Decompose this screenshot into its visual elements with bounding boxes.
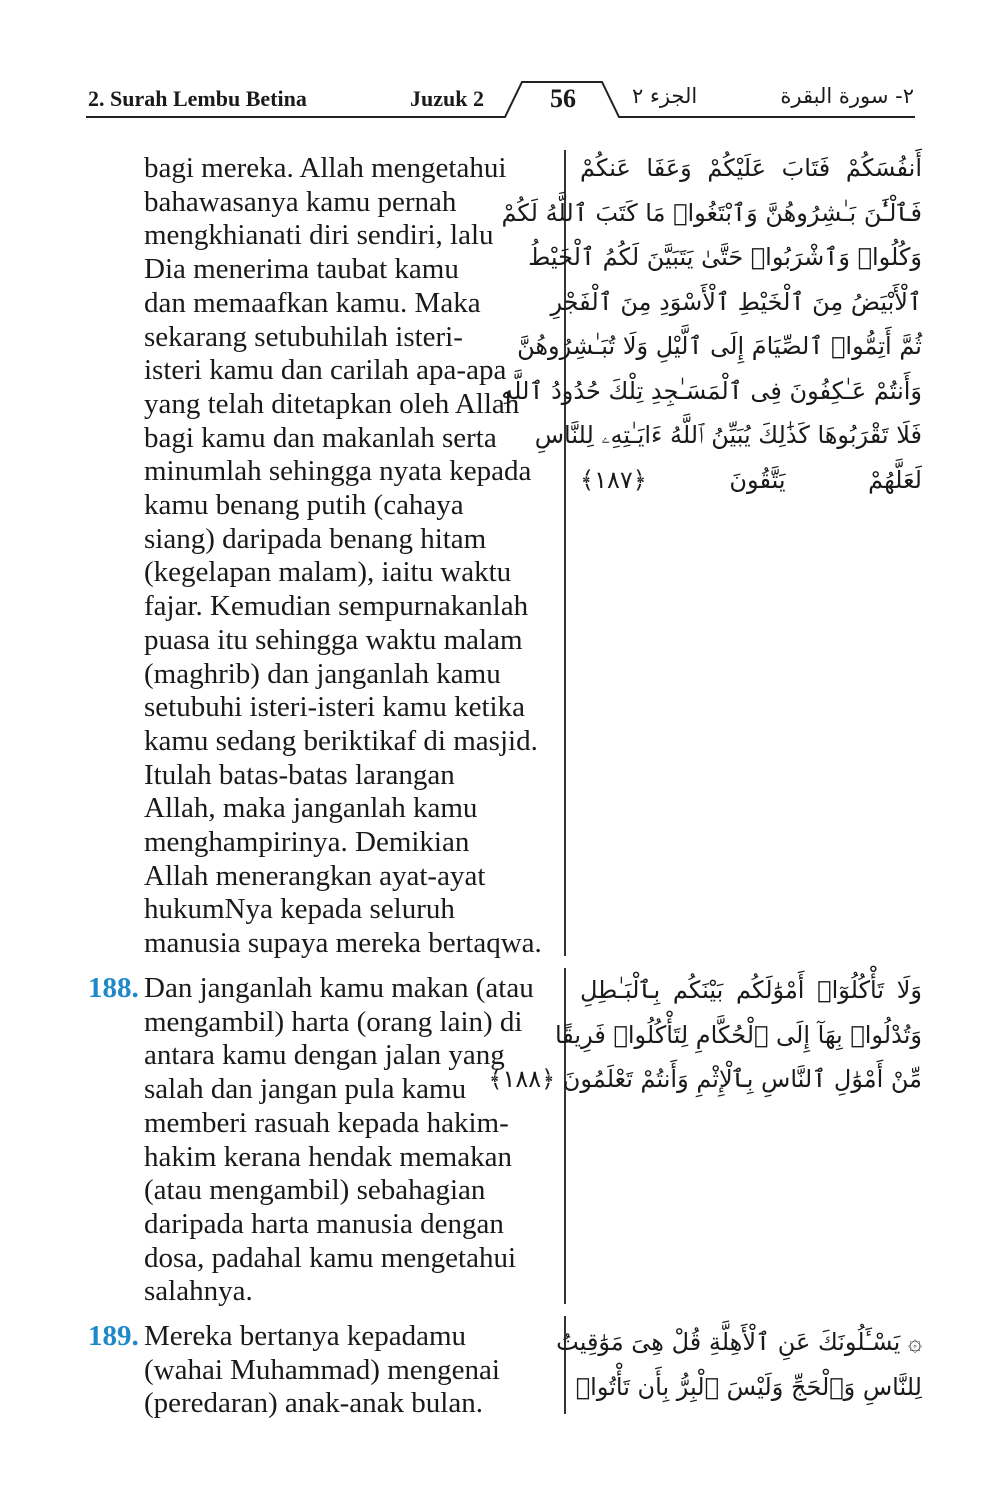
verse-number-189: 189.: [88, 1320, 139, 1352]
translation-verse-187: [144, 152, 560, 961]
translation-line: mengambil) harta (orang lain) di: [144, 1005, 523, 1038]
page-header: [0, 0, 1000, 130]
translation-line: kamu sedang beriktikaf di masjid.: [144, 724, 538, 757]
translation-line: memberi rasuah kepada hakim-: [144, 1106, 509, 1139]
translation-line: puasa itu sehingga waktu malam: [144, 623, 523, 656]
translation-line: daripada harta manusia dengan: [144, 1207, 504, 1240]
translation-verse-189: [144, 1320, 560, 1421]
arabic-line: وَتُدْلُوا۟ بِهَآ إِلَى ٱلْحُكَّامِ لِتَأْكُلُوا۟ فَرِيقًا: [554, 1020, 922, 1049]
translation-line: dosa, padahal kamu mengetahui: [144, 1241, 517, 1274]
arabic-line: وَكُلُوا۟ وَٱشْرَبُوا۟ حَتَّىٰ يَتَبَيَّنَ لَكُمُ ٱلْخَيْطُ: [528, 243, 922, 271]
arabic-line: لِلنَّاسِ وَٱلْحَجِّ وَلَيْسَ ٱلْبِرُّ بِأَن تَأْتُوا۟: [575, 1372, 922, 1401]
arabic-verse-189: [556, 1320, 922, 1409]
translation-line: Mereka bertanya kepadamu: [144, 1320, 467, 1352]
translation-line: Itulah batas-batas larangan: [144, 758, 455, 791]
translation-line: menghampirinya. Demikian: [144, 826, 470, 859]
translation-line: siang) daripada benang hitam: [144, 522, 487, 555]
arabic-line: ثُمَّ أَتِمُّوا۟ ٱلصِّيَامَ إِلَى ٱلَّيْلِ وَلَا تُبَـٰشِرُوهُنَّ: [517, 332, 922, 360]
translation-line: manusia supaya mereka bertaqwa.: [144, 927, 542, 960]
arabic-line: فَٱلْـَٰٔنَ بَـٰشِرُوهُنَّ وَٱبْتَغُوا۟ مَا كَتَبَ ٱللَّهُ لَكُمْ: [501, 198, 922, 227]
translation-line: Dia menerima taubat kamu: [144, 253, 459, 286]
arabic-verse-188: [488, 968, 922, 1102]
translation-line: fajar. Kemudian sempurnakanlah: [144, 590, 529, 623]
translation-line: salahnya.: [144, 1275, 253, 1308]
translation-line: bagi mereka. Allah mengetahui: [144, 152, 507, 184]
translation-line: (maghrib) dan janganlah kamu: [144, 657, 501, 690]
arabic-line: وَلَا تَأْكُلُوٓا۟ أَمْوَٰلَكُم بَيْنَكُم بِٱلْبَـٰطِلِ: [580, 976, 922, 1004]
translation-line: setubuhi isteri-isteri kamu ketika: [144, 691, 525, 724]
translation-line: Allah, maka janganlah kamu: [144, 792, 478, 825]
arabic-line: ۞ يَسْـَٔلُونَكَ عَنِ ٱلْأَهِلَّةِ قُلْ هِىَ مَوَٰقِيتُ: [556, 1328, 922, 1356]
verse-number-188: 188.: [88, 972, 139, 1004]
header-surah-arabic: ٢- سورة البقرة: [780, 84, 914, 108]
translation-line: minumlah sehingga nyata kepada: [144, 455, 532, 488]
arabic-line: وَأَنتُمْ عَـٰكِفُونَ فِى ٱلْمَسَـٰجِدِ تِلْكَ حُدُودُ ٱللَّهِ: [501, 376, 922, 405]
header-surah-latin: 2. Surah Lembu Betina: [88, 86, 307, 111]
page-number: 56: [550, 84, 576, 113]
translation-line: salah dan jangan pula kamu: [144, 1073, 467, 1106]
arabic-line: فَلَا تَقْرَبُوهَا كَذَٰلِكَ يُبَيِّنُ ٱللَّهُ ءَايَـٰتِهِۦ لِلنَّاسِ: [534, 421, 922, 449]
header-juz-arabic: الجزء ٢: [632, 84, 698, 108]
translation-line: (wahai Muhammad) mengenai: [144, 1353, 500, 1386]
translation-line: bahawasanya kamu pernah: [144, 185, 457, 218]
header-juzuk-latin: Juzuk 2: [410, 86, 484, 111]
translation-line: dan memaafkan kamu. Maka: [144, 286, 481, 319]
translation-line: (peredaran) anak-anak bulan.: [144, 1387, 483, 1420]
translation-line: (kegelapan malam), iaitu waktu: [144, 556, 512, 589]
translation-line: hukumNya kepada seluruh: [144, 893, 455, 926]
translation-line: kamu benang putih (cahaya: [144, 489, 464, 522]
translation-line: bagi kamu dan makanlah serta: [144, 421, 497, 454]
translation-line: Dan janganlah kamu makan (atau: [144, 972, 534, 1004]
translation-line: sekarang setubuhilah isteri-: [144, 320, 463, 353]
translation-line: antara kamu dengan jalan yang: [144, 1039, 505, 1072]
arabic-line: مِّنْ أَمْوَٰلِ ٱلنَّاسِ بِٱلْإِثْمِ وَأَنتُمْ تَعْلَمُونَ ﴿١٨٨﴾: [488, 1065, 922, 1093]
arabic-verse-187: [501, 146, 922, 502]
translation-line: Allah menerangkan ayat-ayat: [144, 859, 486, 892]
translation-line: yang telah ditetapkan oleh Allah: [144, 387, 520, 420]
arabic-line: ٱلْأَبْيَضُ مِنَ ٱلْخَيْطِ ٱلْأَسْوَدِ مِنَ ٱلْفَجْرِ: [550, 287, 922, 316]
arabic-line: لَعَلَّهُمْ يَتَّقُونَ ﴿١٨٧﴾: [580, 465, 922, 494]
arabic-line: أَنفُسَكُمْ فَتَابَ عَلَيْكُمْ وَعَفَا عَنكُمْ: [580, 154, 922, 182]
translation-line: (atau mengambil) sebahagian: [144, 1174, 486, 1207]
translation-line: mengkhianati diri sendiri, lalu: [144, 219, 494, 252]
translation-verse-188: [144, 972, 560, 1309]
translation-line: hakim kerana hendak memakan: [144, 1140, 512, 1173]
translation-line: isteri kamu dan carilah apa-apa: [144, 354, 507, 387]
